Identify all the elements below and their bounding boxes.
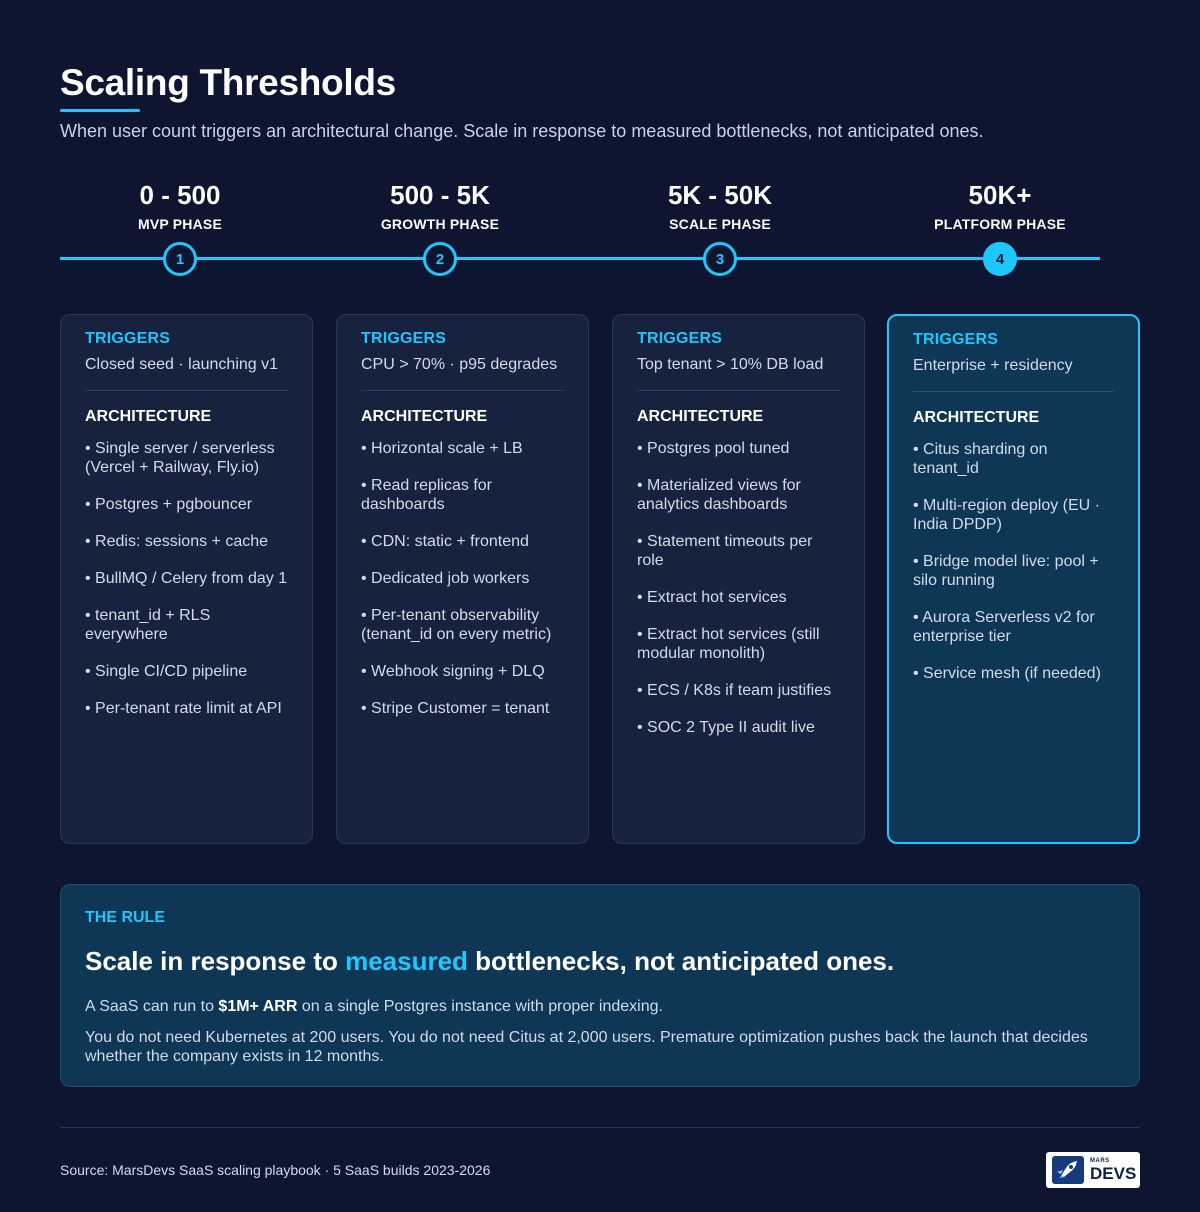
phase-name: PLATFORM PHASE <box>934 216 1066 232</box>
list-item: • Extract hot services <box>637 589 787 606</box>
rocket-icon <box>1052 1156 1084 1184</box>
triggers-heading: TRIGGERS <box>637 330 723 347</box>
phase-range: 5K - 50K <box>667 180 773 210</box>
list-item: • Extract hot services (still modular monolith) <box>637 626 820 662</box>
rule-label: THE RULE <box>85 909 165 926</box>
phase-platform <box>880 180 1120 232</box>
list-item: • BullMQ / Celery from day 1 <box>85 570 288 587</box>
rule-para-start: A SaaS can run to <box>85 998 219 1015</box>
phase-range: 0 - 500 <box>139 180 221 210</box>
phase-mvp <box>60 180 300 232</box>
triggers-text: Enterprise + residency <box>913 356 1114 392</box>
rule-headline <box>85 945 1115 977</box>
architecture-heading: ARCHITECTURE <box>913 409 1040 426</box>
brand-big: DEVS <box>1090 1164 1137 1183</box>
rule-headline-end: bottlenecks, not anticipated ones. <box>467 946 895 976</box>
rule-paragraph-arr <box>85 997 1115 1016</box>
list-item: • Single CI/CD pipeline <box>85 663 248 680</box>
rule-para-end: on a single Postgres instance with proper indexing. <box>297 998 663 1015</box>
architecture-list <box>637 439 840 737</box>
list-item: • Horizontal scale + LB <box>361 440 523 457</box>
list-item: • Dedicated job workers <box>361 570 530 587</box>
architecture-list <box>361 439 564 718</box>
brand-wordmark <box>1090 1158 1136 1182</box>
card-growth <box>336 314 589 844</box>
phase-growth <box>320 180 560 232</box>
list-item: • Postgres pool tuned <box>637 440 790 457</box>
card-mvp <box>60 314 313 844</box>
architecture-list <box>85 439 288 718</box>
triggers-heading: TRIGGERS <box>85 330 171 347</box>
list-item: • Single server / serverless (Vercel + Railway, Fly.io) <box>85 440 275 476</box>
card-scale <box>612 314 865 844</box>
list-item: • Per-tenant rate limit at API <box>85 700 282 717</box>
phase-range: 500 - 5K <box>390 180 490 210</box>
list-item: • Materialized views for analytics dashboards <box>637 477 801 513</box>
triggers-heading: TRIGGERS <box>361 330 447 347</box>
footer-source: Source: MarsDevs SaaS scaling playbook · 5 SaaS builds 2023-2026 <box>60 1162 491 1178</box>
list-item: • Read replicas for dashboards <box>361 477 492 513</box>
list-item: • Citus sharding on tenant_id <box>913 441 1048 477</box>
architecture-heading: ARCHITECTURE <box>637 408 764 425</box>
phase-node-1: 1 <box>163 242 197 276</box>
list-item: • SOC 2 Type II audit live <box>637 719 815 736</box>
list-item: • ECS / K8s if team justifies <box>637 682 832 699</box>
list-item: • Redis: sessions + cache <box>85 533 269 550</box>
list-item: • Webhook signing + DLQ <box>361 663 545 680</box>
card-platform <box>887 314 1140 844</box>
footer-divider <box>60 1127 1140 1128</box>
list-item: • CDN: static + frontend <box>361 533 529 550</box>
phase-name: SCALE PHASE <box>669 216 771 232</box>
phase-node-3: 3 <box>703 242 737 276</box>
brand-small: MARS <box>1090 1158 1110 1164</box>
list-item: • Per-tenant observability (tenant_id on every metric) <box>361 607 552 643</box>
list-item: • Aurora Serverless v2 for enterprise tier <box>913 609 1095 645</box>
list-item: • Stripe Customer = tenant <box>361 700 550 717</box>
list-item: • Service mesh (if needed) <box>913 665 1101 682</box>
timeline-line <box>60 257 1100 260</box>
phase-range: 50K+ <box>968 180 1032 210</box>
architecture-list <box>913 440 1114 683</box>
list-item: • Postgres + pgbouncer <box>85 496 253 513</box>
triggers-text: CPU > 70% · p95 degrades <box>361 355 564 391</box>
phase-name: GROWTH PHASE <box>380 216 500 232</box>
rule-headline-accent: measured <box>345 946 468 976</box>
title-underline <box>60 109 140 112</box>
list-item: • Statement timeouts per role <box>637 533 813 569</box>
rule-headline-start: Scale in response to <box>85 946 346 976</box>
page-subtitle: When user count triggers an architectural change. Scale in response to measured bottlenecks, not anticipated ones. <box>60 121 984 141</box>
phase-name: MVP PHASE <box>137 216 222 232</box>
triggers-text: Closed seed · launching v1 <box>85 355 288 391</box>
list-item: • Bridge model live: pool + silo running <box>913 553 1099 589</box>
architecture-heading: ARCHITECTURE <box>85 408 212 425</box>
triggers-heading: TRIGGERS <box>913 331 999 348</box>
phase-node-2: 2 <box>423 242 457 276</box>
phase-scale <box>600 180 840 232</box>
list-item: • tenant_id + RLS everywhere <box>85 607 211 643</box>
rule-paragraph-premature: You do not need Kubernetes at 200 users. You do not need Citus at 2,000 users. Premature optimization pushes back the launch that decides whether the company exists in 12 months. <box>85 1029 1088 1065</box>
brand-logo <box>1046 1152 1140 1188</box>
triggers-text: Top tenant > 10% DB load <box>637 355 840 391</box>
architecture-heading: ARCHITECTURE <box>361 408 488 425</box>
page-title: Scaling Thresholds <box>60 62 396 103</box>
rule-para-bold: $1M+ ARR <box>218 998 298 1015</box>
rule-panel <box>60 884 1140 1087</box>
phase-node-4: 4 <box>983 242 1017 276</box>
list-item: • Multi-region deploy (EU · India DPDP) <box>913 497 1100 533</box>
